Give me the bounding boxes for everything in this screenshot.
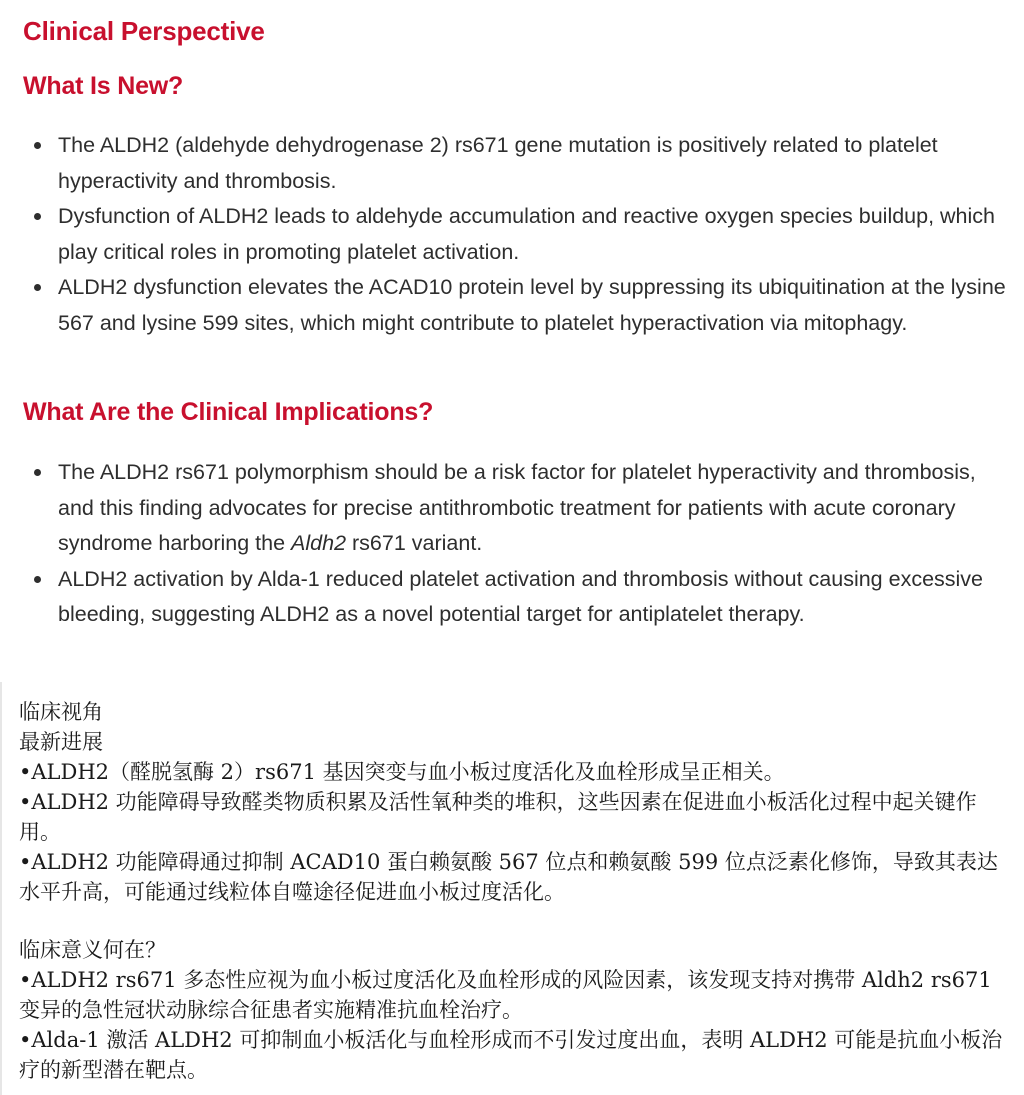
list-item [30,270,1010,341]
zh-list-item: •ALDH2 功能障碍通过抑制 ACAD10 蛋白赖氨酸 567 位点和赖氨酸 599 位点泛素化修饰，导致其表达水平升高，可能通过线粒体自噬途径促进血小板过度活化。 [19,850,998,904]
clinical-implications-list [30,455,1010,633]
list-item [30,199,1010,270]
zh-list-item: •ALDH2（醛脱氢酶 2）rs671 基因突变与血小板过度活化及血栓形成呈正相关。 [19,760,785,784]
list-item [30,128,1010,199]
list-item-text: The ALDH2 (aldehyde dehydrogenase 2) rs671 gene mutation is positively related to platelet hyperactivity and thrombosis. [58,133,938,193]
gene-name-italic: Aldh2 [291,531,347,555]
clinical-implications-heading: What Are the Clinical Implications? [23,398,434,426]
what-is-new-list [30,128,1010,341]
list-item-text: ALDH2 dysfunction elevates the ACAD10 protein level by suppressing its ubiquitination at the lysine 567 and lysine 599 sites, which might contribute to platelet hyperactivation via mitophagy. [58,275,1006,335]
bullet-dot-icon [34,469,41,476]
list-item [30,455,1010,562]
zh-list-item: •ALDH2 rs671 多态性应视为血小板过度活化及血栓形成的风险因素，该发现支持对携带 Aldh2 rs671 变异的急性冠状动脉综合征患者实施精准抗血栓治疗。 [19,968,992,1022]
bullet-dot-icon [34,284,41,291]
list-item [30,562,1010,633]
zh-list-item: •Alda-1 激活 ALDH2 可抑制血小板活化与血栓形成而不引发过度出血，表明 ALDH2 可能是抗血小板治疗的新型潜在靶点。 [19,1028,1003,1082]
bullet-dot-icon [34,576,41,583]
zh-impl-heading: 临床意义何在？ [19,938,166,962]
page-title: Clinical Perspective [23,16,265,46]
zh-new-heading: 最新进展 [19,730,103,754]
what-is-new-heading: What Is New? [23,72,184,100]
bullet-dot-icon [34,213,41,220]
chinese-translation-section [0,682,1024,1095]
zh-list-item: •ALDH2 功能障碍导致醛类物质积累及活性氧种类的堆积，这些因素在促进血小板活化过程中起关键作用。 [19,790,977,844]
bullet-dot-icon [34,142,41,149]
zh-title: 临床视角 [19,700,103,724]
list-item-text: ALDH2 activation by Alda-1 reduced platelet activation and thrombosis without causing excessive bleeding, suggesting ALDH2 as a novel potential target for antiplatelet therapy. [58,566,984,626]
list-item-text-before: The ALDH2 rs671 polymorphism should be a risk factor for platelet hyperactivity and thrombosis, and this finding advocates for precise antithrombotic treatment for patients with acute coronary syndrome harboring the [58,460,976,555]
list-item-text-after: rs671 variant. [346,531,483,555]
list-item-text: Dysfunction of ALDH2 leads to aldehyde accumulation and reactive oxygen species buildup, which play critical roles in promoting platelet activation. [58,204,996,264]
